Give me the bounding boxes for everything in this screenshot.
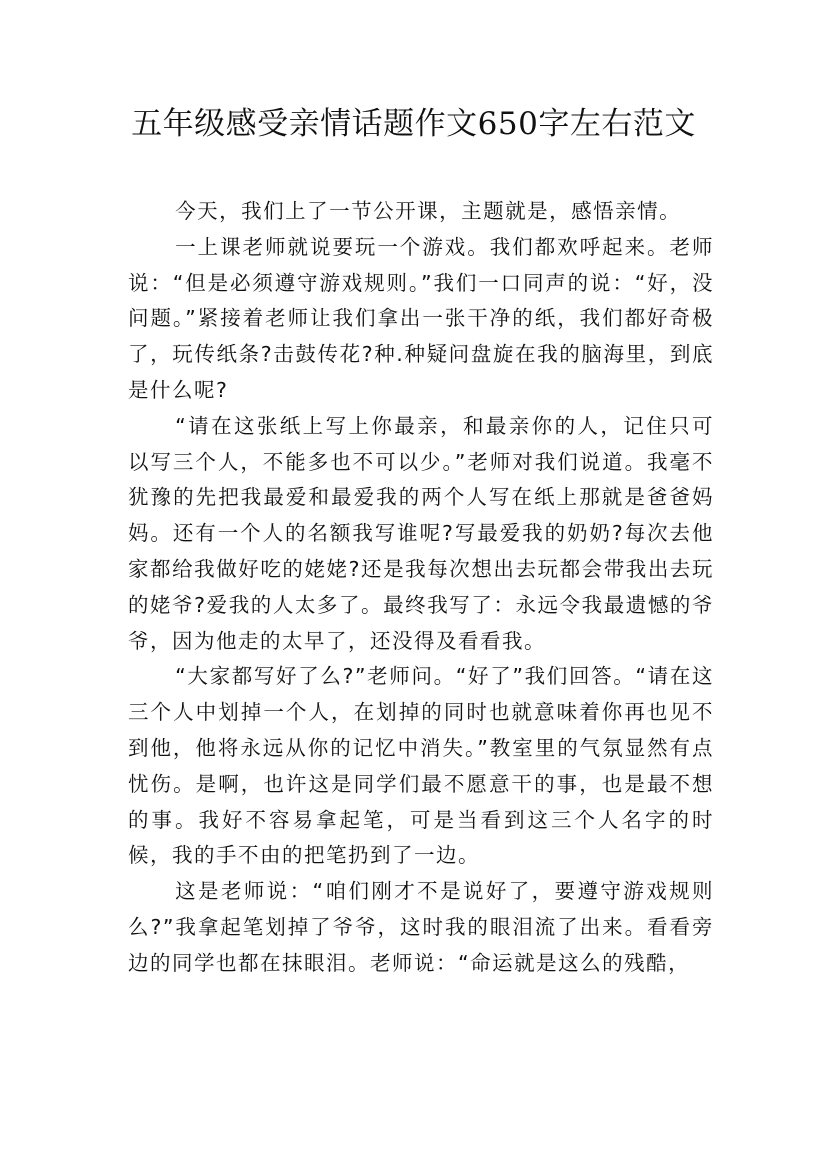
paragraph: 一上课老师就说要玩一个游戏。我们都欢呼起来。老师说：“但是必须遵守游戏规则。”我们一口同声的说：“好，没问题。”紧接着老师让我们拿出一张干净的纸，我们都好奇极了，玩传纸条?击鼓传花?种.种疑问盘旋在我的脑海里，到底是什么呢?: [128, 234, 714, 402]
document-title: 五年级感受亲情话题作文650字左右范文: [131, 106, 696, 142]
document-body: [128, 194, 714, 982]
paragraph: 今天，我们上了一节公开课，主题就是，感悟亲情。: [175, 199, 682, 223]
paragraph: “大家都写好了么?”老师问。“好了”我们回答。“请在这三个人中划掉一个人，在划掉的同时也就意味着你再也见不到他，他将永远从你的记忆中消失。”教室里的气氛显然有点忧伤。是啊，也许这是同学们最不愿意干的事，也是最不想的事。我好不容易拿起笔，可是当看到这三个人名字的时候，我的手不由的把笔扔到了一边。: [128, 664, 714, 868]
paragraph: 这是老师说：“咱们刚才不是说好了，要遵守游戏规则么?”我拿起笔划掉了爷爷，这时我的眼泪流了出来。看看旁边的同学也都在抹眼泪。老师说：“命运就是这么的残酷，: [128, 879, 714, 975]
paragraph: “请在这张纸上写上你最亲，和最亲你的人，记住只可以写三个人，不能多也不可以少。”老师对我们说道。我毫不犹豫的先把我最爱和最爱我的两个人写在纸上那就是爸爸妈妈。还有一个人的名额我写谁呢?写最爱我的奶奶?每次去他家都给我做好吃的姥姥?还是我每次想出去玩都会带我出去玩的姥爷?爱我的人太多了。最终我写了：永远令我最遗憾的爷爷，因为他走的太早了，还没得及看看我。: [128, 413, 714, 653]
